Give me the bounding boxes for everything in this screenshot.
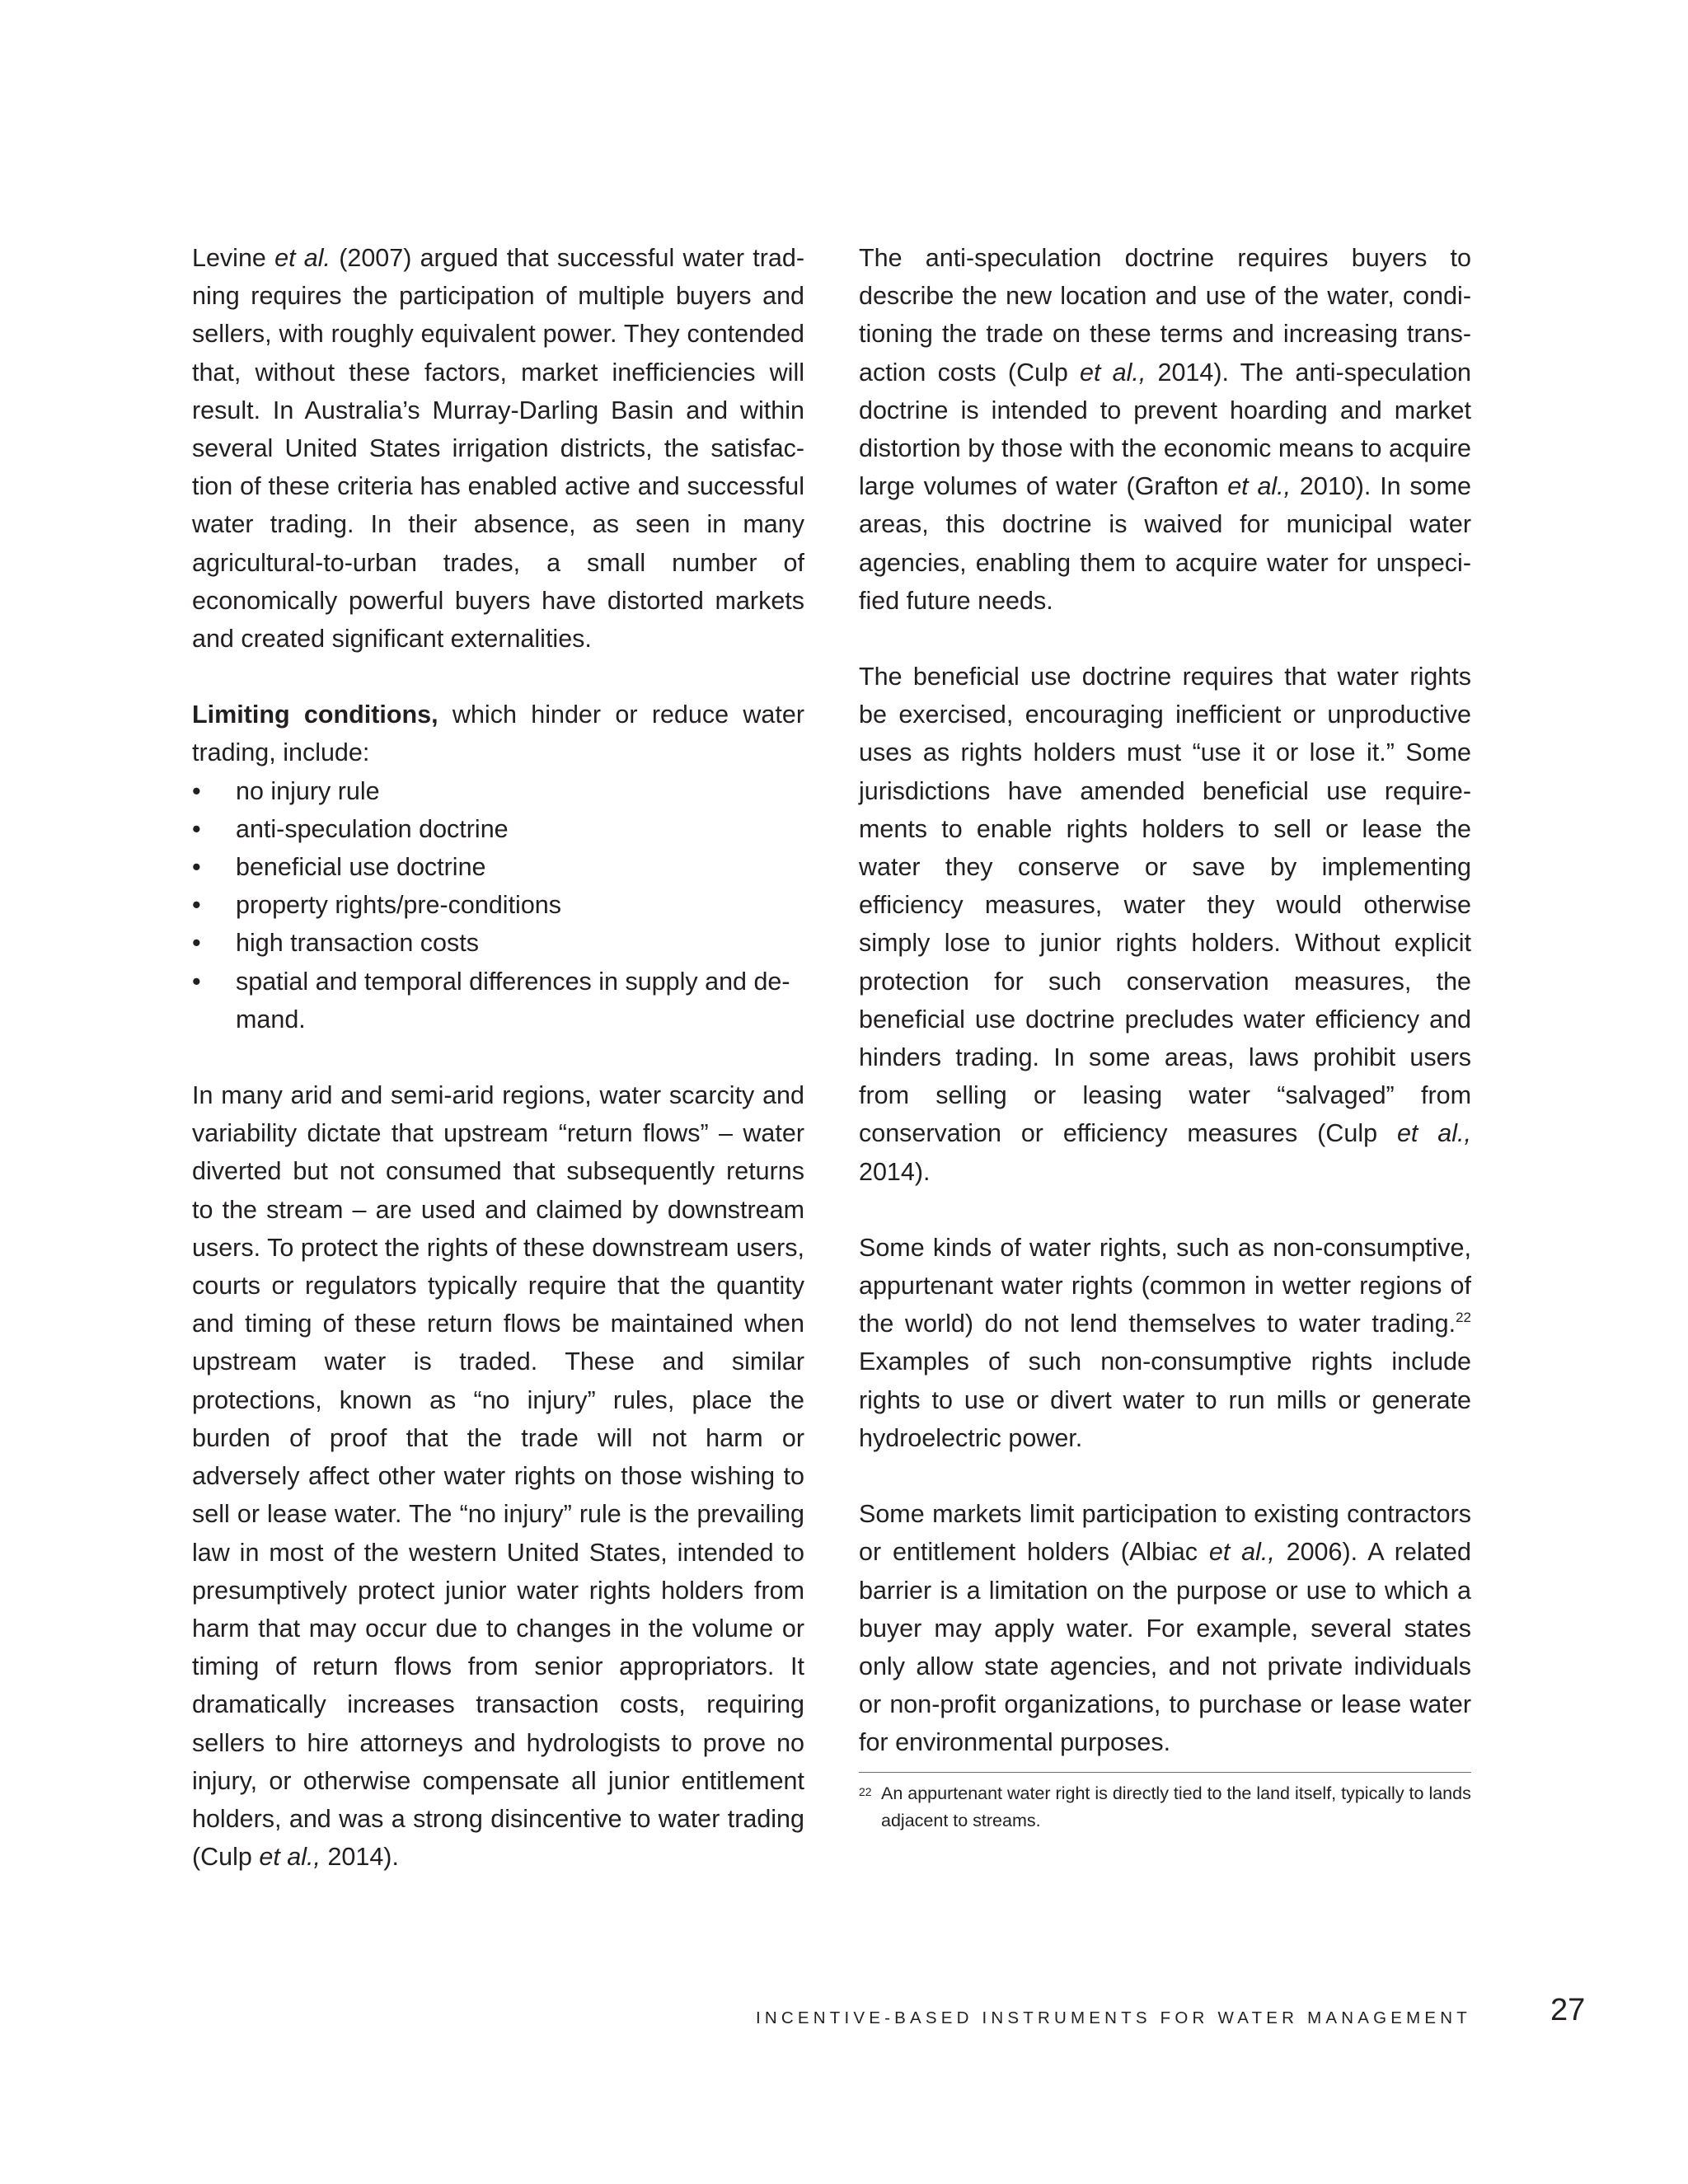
footnote-number: 22: [859, 1785, 872, 1798]
page-number: 27: [1550, 1993, 1586, 2027]
paragraph-anti-speculation: The anti-speculation doctrine requires buyers to describe the new location and use of the water, conditioning the trade on these terms and increasing transaction costs (Culp et al., 2014). The anti-speculation doctrine is intended to prevent hoarding and market distortion by those with the economic means to acquire large volumes of water (Grafton et al., 2010). In some areas, this doctrine is waived for municipal water agencies, enabling them to acquire water for unspecified future needs.: [859, 244, 1471, 615]
running-head: INCENTIVE-BASED INSTRUMENTS FOR WATER MANAGEMENT: [755, 2008, 1471, 2027]
paragraph-limiting-conditions: Limiting conditions, which hinder or reduce water trading, include:: [192, 701, 804, 767]
list-item: • property rights/pre-conditions: [192, 886, 804, 924]
footnote: [859, 1780, 1471, 1835]
paragraph-return-flows: In many arid and semi-arid regions, water scarcity and variability dictate that upstream “return flows” – water diverted but not consumed that subsequently returns to the stream – are used and claimed by downstream users. To protect the rights of these downstream users, courts or regulators typically require that the quantity and timing of these return flows be maintained when upstream water is traded. These and similar protections, known as “no injury” rules, place the burden of proof that the trade will not harm or adversely affect other water rights on those wishing to sell or lease water. The “no injury” rule is the prevailing law in most of the western United States, intended to presumptively protect junior water rights holders from harm that may occur due to changes in the volume or timing of return flows from senior appropriators. It dramatically increases transaction costs, requiring sellers to hire attorneys and hydrologists to prove no injury, or otherwise compensate all junior entitlement holders, and was a strong disincentive to water trading (Culp et al., 2014).: [192, 1081, 804, 1872]
bullet-icon: •: [192, 853, 201, 882]
footnote-reference[interactable]: 22: [1456, 1310, 1471, 1326]
bullet-icon: •: [192, 891, 201, 920]
limiting-conditions-heading: Limiting conditions,: [192, 701, 438, 729]
paragraph-non-consumptive: Some kinds of water rights, such as non-consumptive, appurtenant water rights (common in wetter regions of the world) do not lend themselves to water trading.$^{22}$ Examples of such non-consumptive rights include rights to use or divert water to run mills or generate hydroelectric power.: [859, 1233, 1471, 1452]
paragraph-market-participation: Some markets limit participation to existing contractors or entitlement holders (Albiac et al., 2006). A related barrier is a limitation on the purpose or use to which a buyer may apply water. For example, several states only allow state agencies, and not private individuals or non-profit organizations, to purchase or lease water for environmental purposes.: [859, 1500, 1471, 1757]
bullet-icon: •: [192, 929, 201, 958]
bullet-icon: •: [192, 967, 201, 996]
bullet-icon: •: [192, 814, 201, 843]
list-item: • high transaction costs: [192, 924, 804, 962]
footnote-divider: [859, 1772, 1471, 1773]
footnote-text: An appurtenant water right is directly tied to the land itself, typically to lands adjacent to streams.: [881, 1783, 1471, 1830]
right-column: [859, 239, 1471, 1762]
bullet-icon: •: [192, 776, 201, 805]
list-item: • no injury rule: [192, 772, 804, 810]
limiting-conditions-list: [192, 772, 804, 1038]
list-item: • anti-speculation doctrine: [192, 810, 804, 848]
left-column: [192, 239, 804, 1876]
paragraph-beneficial-use: The beneficial use doctrine requires that water rights be exercised, encouraging inefficient or unproductive uses as rights holders must “use it or lose it.” Some jurisdictions have amended beneficial use requirements to enable rights holders to sell or lease the water they conserve or save by implementing efficiency measures, water they would otherwise simply lose to junior rights holders. Without explicit protection for such conservation measures, the beneficial use doctrine precludes water efficiency and hinders trading. In some areas, laws prohibit users from selling or leasing water “salvaged” from conservation or efficiency measures (Culp et al., 2014).: [859, 663, 1471, 1186]
list-item: • beneficial use doctrine: [192, 848, 804, 886]
list-item: • spatial and temporal differences in supply and demand.: [192, 963, 804, 1038]
paragraph-levine: Levine et al. (2007) argued that successful water tradning requires the participation of multiple buyers and sellers, with roughly equivalent power. They contended that, without these factors, market inefficiencies will result. In Australia’s Murray-Darling Basin and within several United States irrigation districts, the satisfaction of these criteria has enabled active and successful water trading. In their absence, as seen in many agricultural-to-urban trades, a small number of economically powerful buyers have distorted markets and created significant externalities.: [192, 244, 804, 654]
